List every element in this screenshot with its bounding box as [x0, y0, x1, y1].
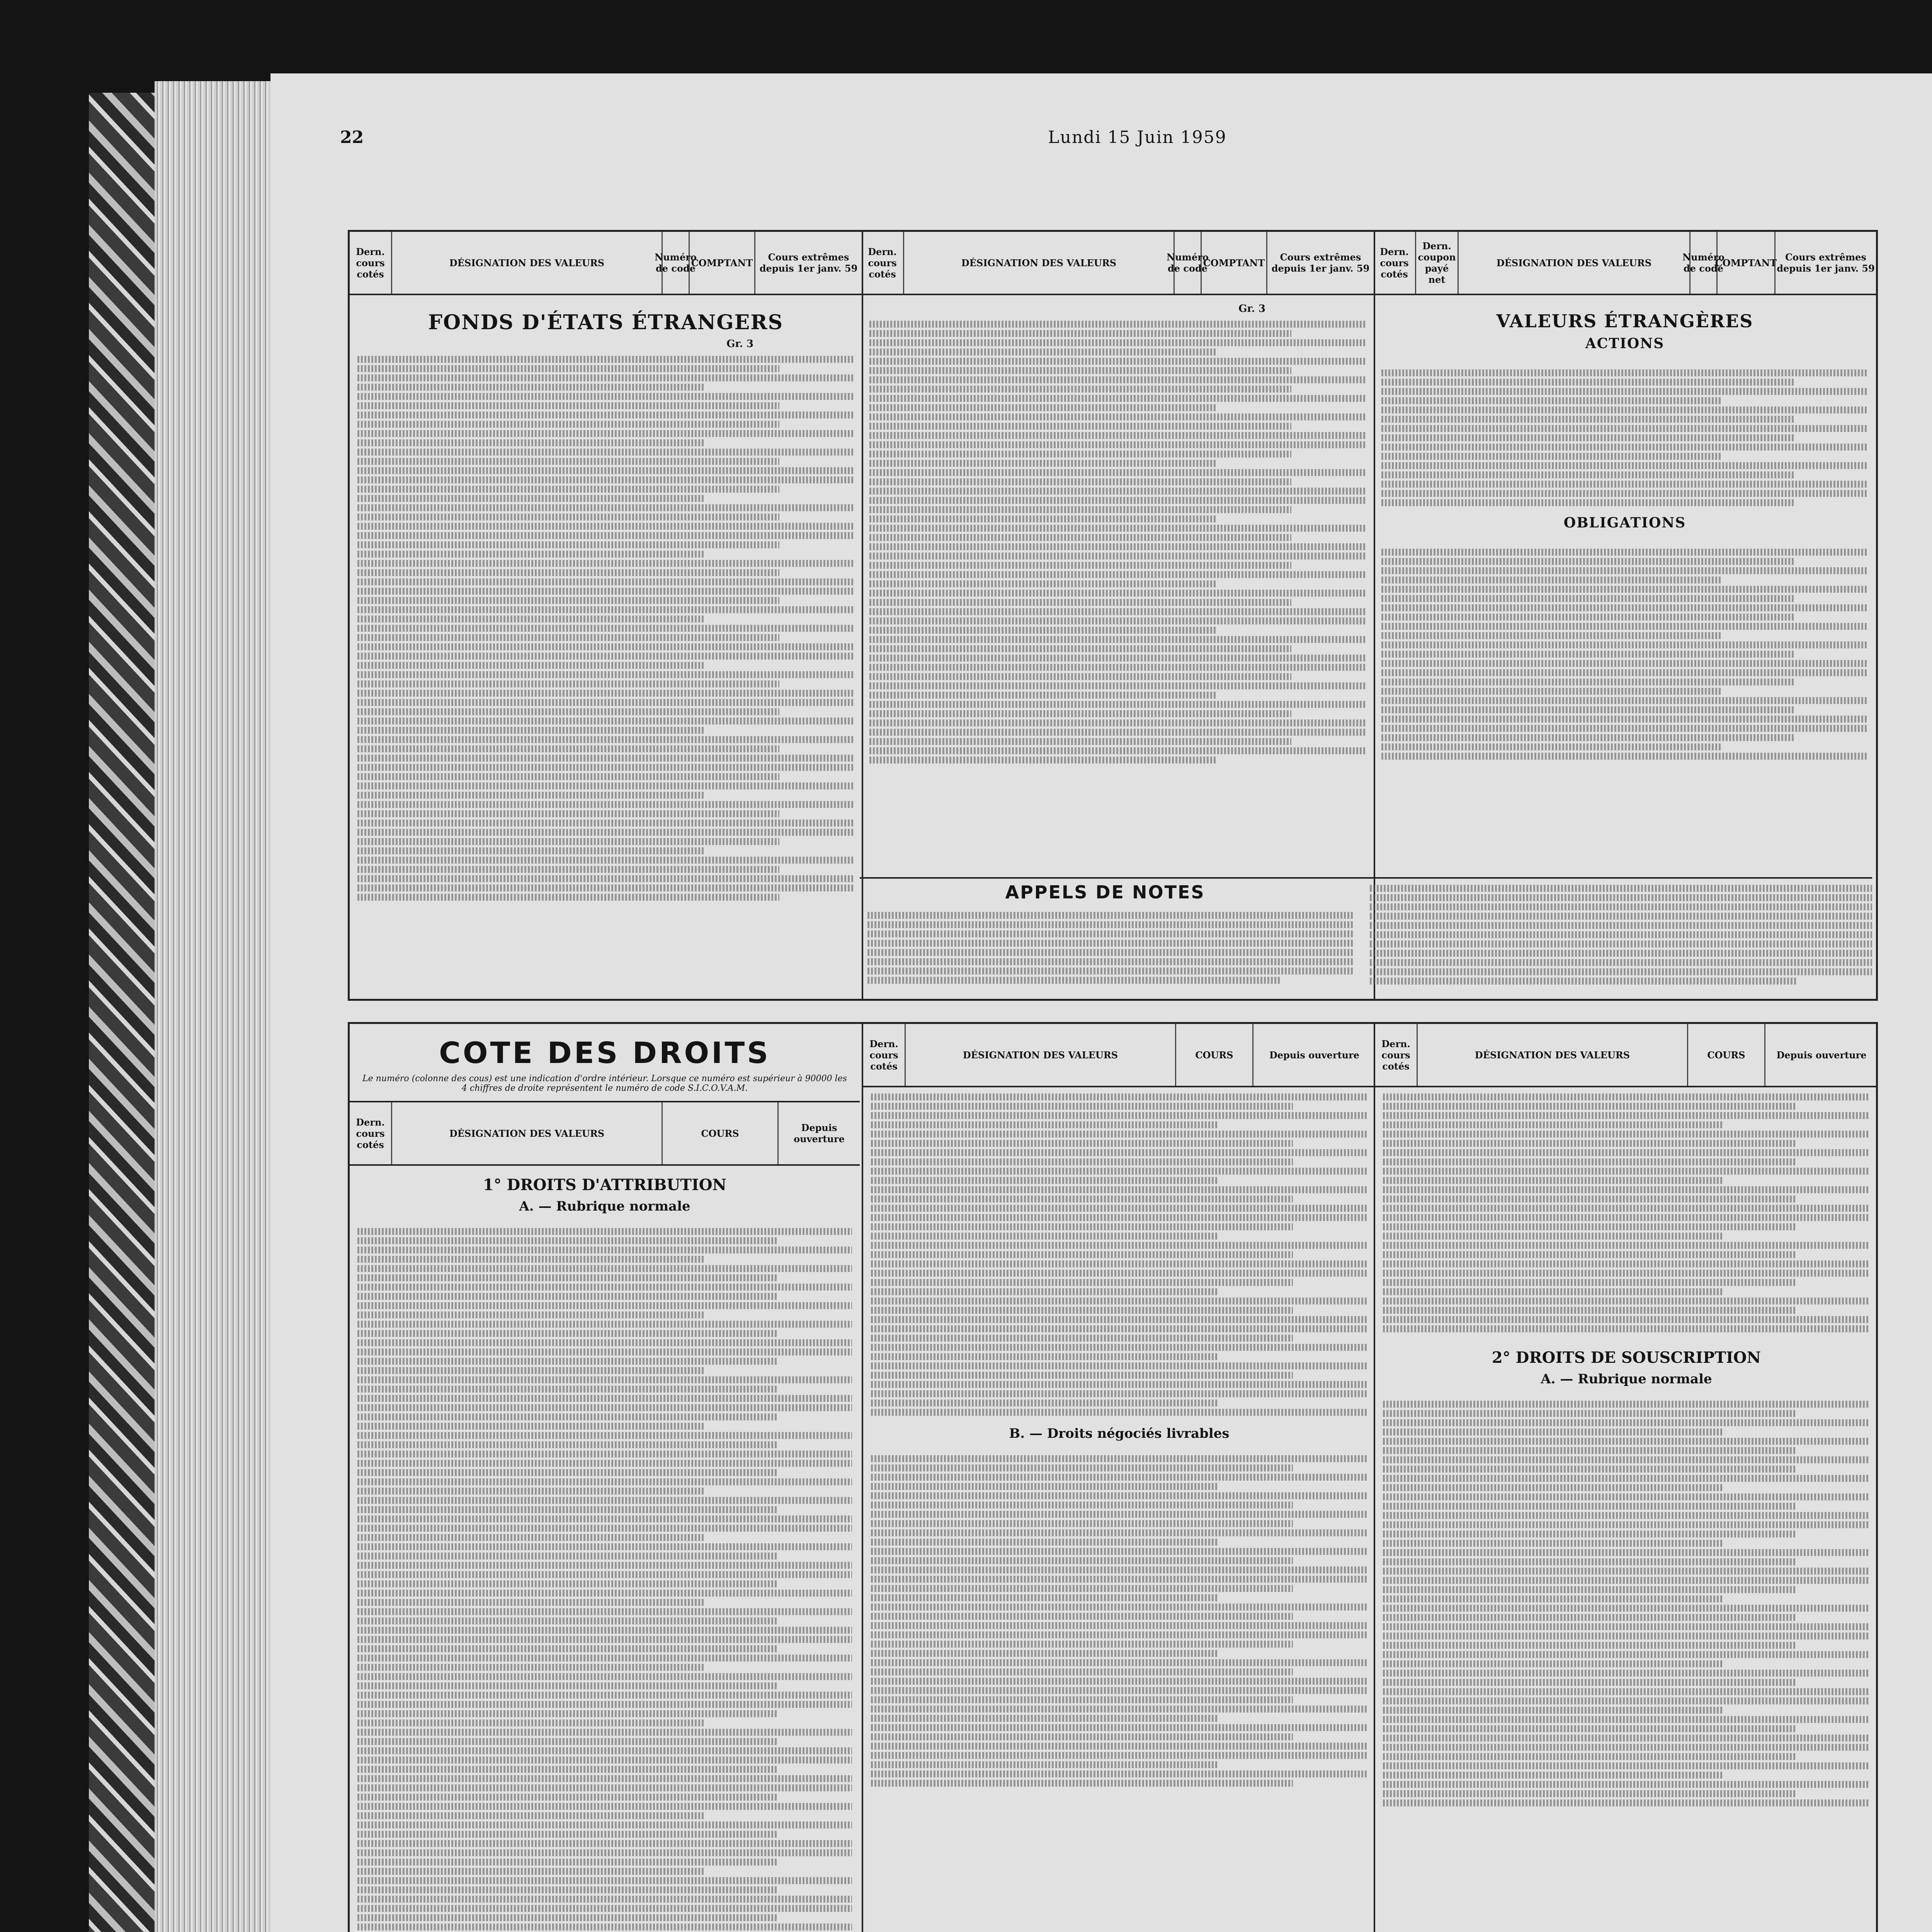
listing-lines	[350, 1222, 860, 1932]
subsection-title: 1° DROITS D'ATTRIBUTION	[483, 1176, 727, 1194]
group-label: Gr. 3	[1238, 303, 1265, 315]
notes-text	[860, 906, 1362, 990]
notes-text	[1362, 879, 1880, 991]
listing-lines	[863, 1449, 1375, 1793]
subsection-title: ACTIONS	[1585, 335, 1665, 352]
table-header: Dern. cours cotés Dern. coupon payé net DÉSIGNATION DES VALEURS Numéro de code COMPTANT Cours extrêmes depuis 1er janv. 59	[1374, 232, 1876, 295]
table-header: Dern. cours cotés DÉSIGNATION DES VALEURS Numéro de code COMPTANT Cours extrêmes depuis 1er janv. 59	[862, 232, 1374, 295]
subsection-title: 2° DROITS DE SOUSCRIPTION	[1492, 1349, 1761, 1367]
intro-note: Le numéro (colonne des cous) est une indication d'ordre intérieur. Lorsque ce numéro est supérieur à 90000 les 4 chiffres de droite représentent le numéro de code S.I.C.O.V.A.M.	[362, 1074, 847, 1093]
column-fonds-etats	[350, 232, 863, 999]
listing-lines	[350, 350, 862, 907]
cote-des-droits	[348, 1022, 1878, 1932]
group-label: Gr. 3	[726, 338, 753, 350]
subsection-title: A. — Rubrique normale	[1541, 1371, 1712, 1387]
listing-lines	[1375, 1087, 1878, 1338]
listing-lines	[862, 315, 1374, 770]
subsection-title: OBLIGATIONS	[1563, 515, 1686, 531]
subsection-title: A. — Rubrique normale	[519, 1199, 690, 1214]
page-header	[340, 128, 1932, 151]
listing-lines	[863, 1087, 1375, 1422]
column-droits-1	[350, 1024, 860, 1932]
column-droits-3	[1374, 1024, 1878, 1932]
section-title: VALEURS ÉTRANGÈRES	[1496, 311, 1753, 332]
table-header: Dern. cours cotés DÉSIGNATION DES VALEURS COURS Depuis ouverture	[1375, 1024, 1878, 1087]
page-number: 22	[340, 128, 364, 147]
table-header: Dern. cours cotés DÉSIGNATION DES VALEURS COURS Depuis ouverture	[863, 1024, 1375, 1087]
section-title: FONDS D'ÉTATS ÉTRANGERS	[428, 311, 784, 334]
listing-lines	[1375, 1395, 1878, 1813]
subsection-title: B. — Droits négociés livrables	[1009, 1426, 1230, 1441]
listing-lines	[1374, 543, 1876, 766]
book-binding	[89, 93, 155, 1932]
table-header: Dern. cours cotés DÉSIGNATION DES VALEURS COURS Depuis ouverture	[350, 1101, 860, 1166]
section-title: COTE DES DROITS	[439, 1036, 770, 1070]
appels-de-notes	[860, 877, 1872, 998]
table-header: Dern. cours cotés DÉSIGNATION DES VALEURS Numéro de code COMPTANT Cours extrêmes depuis 1er janv. 59	[350, 232, 862, 295]
section-title: APPELS DE NOTES	[1005, 882, 1205, 903]
column-droits-2	[862, 1024, 1375, 1932]
listing-lines	[1374, 363, 1876, 512]
page-date: Lundi 15 Juin 1959	[1048, 128, 1227, 147]
